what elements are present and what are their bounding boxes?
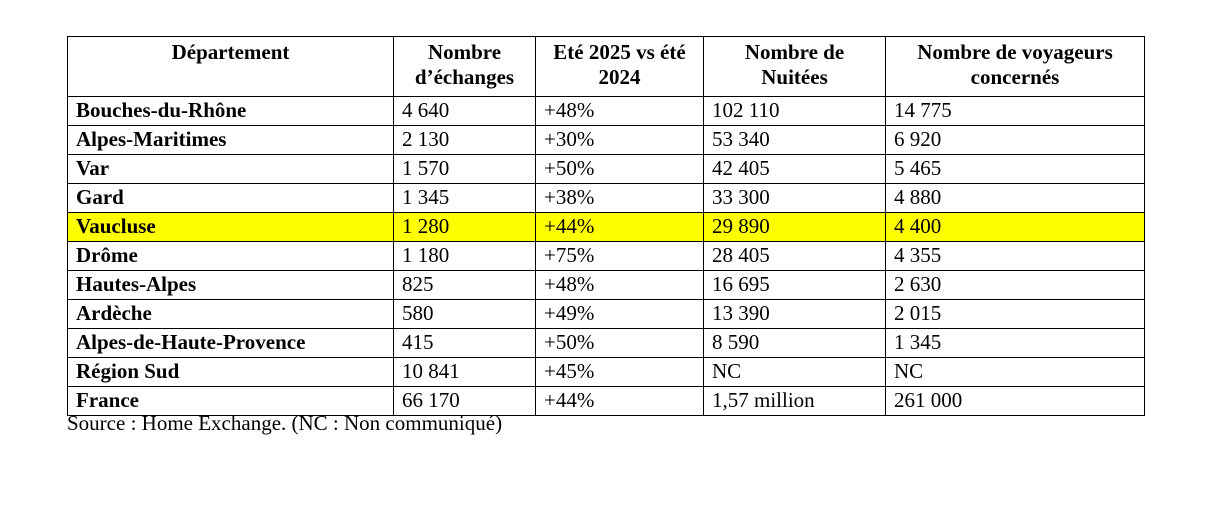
table-header-row	[68, 37, 1145, 97]
cell-departement: Région Sud	[68, 358, 394, 387]
cell-evolution: +30%	[536, 126, 704, 155]
cell-voyageurs: NC	[886, 358, 1145, 387]
cell-echanges: 1 345	[394, 184, 536, 213]
cell-voyageurs: 1 345	[886, 329, 1145, 358]
cell-evolution: +48%	[536, 271, 704, 300]
cell-departement: Alpes-de-Haute-Provence	[68, 329, 394, 358]
cell-departement: Bouches-du-Rhône	[68, 97, 394, 126]
cell-echanges: 825	[394, 271, 536, 300]
cell-departement: Hautes-Alpes	[68, 271, 394, 300]
cell-nuitees: 53 340	[704, 126, 886, 155]
cell-nuitees: 29 890	[704, 213, 886, 242]
table-row	[68, 155, 1145, 184]
cell-evolution: +48%	[536, 97, 704, 126]
cell-voyageurs: 14 775	[886, 97, 1145, 126]
cell-echanges: 1 570	[394, 155, 536, 184]
cell-voyageurs: 4 400	[886, 213, 1145, 242]
cell-echanges: 1 280	[394, 213, 536, 242]
header-voyageurs: Nombre de voyageurs concernés	[886, 37, 1145, 97]
table-body	[68, 97, 1145, 416]
cell-nuitees: 33 300	[704, 184, 886, 213]
cell-evolution: +50%	[536, 155, 704, 184]
source-note: Source : Home Exchange. (NC : Non communiqué)	[67, 411, 503, 435]
cell-nuitees: 102 110	[704, 97, 886, 126]
cell-voyageurs: 261 000	[886, 387, 1145, 416]
home-exchange-table	[67, 36, 1145, 416]
cell-voyageurs: 6 920	[886, 126, 1145, 155]
cell-departement: Drôme	[68, 242, 394, 271]
header-nuitees: Nombre de Nuitées	[704, 37, 886, 97]
table-row	[68, 358, 1145, 387]
cell-echanges: 415	[394, 329, 536, 358]
cell-evolution: +44%	[536, 387, 704, 416]
cell-nuitees: NC	[704, 358, 886, 387]
cell-departement: Vaucluse	[68, 213, 394, 242]
table-row	[68, 184, 1145, 213]
cell-voyageurs: 4 880	[886, 184, 1145, 213]
cell-echanges: 66 170	[394, 387, 536, 416]
cell-voyageurs: 2 015	[886, 300, 1145, 329]
cell-evolution: +45%	[536, 358, 704, 387]
cell-evolution: +49%	[536, 300, 704, 329]
cell-nuitees: 16 695	[704, 271, 886, 300]
cell-evolution: +44%	[536, 213, 704, 242]
header-departement: Département	[68, 37, 394, 97]
table-row	[68, 300, 1145, 329]
table-row	[68, 271, 1145, 300]
header-nombre-echanges: Nombre d’échanges	[394, 37, 536, 97]
cell-departement: Ardèche	[68, 300, 394, 329]
table-row	[68, 126, 1145, 155]
cell-nuitees: 13 390	[704, 300, 886, 329]
cell-nuitees: 28 405	[704, 242, 886, 271]
cell-nuitees: 42 405	[704, 155, 886, 184]
cell-echanges: 2 130	[394, 126, 536, 155]
table-row	[68, 242, 1145, 271]
cell-departement: France	[68, 387, 394, 416]
table-row-highlighted	[68, 213, 1145, 242]
cell-nuitees: 1,57 million	[704, 387, 886, 416]
cell-echanges: 10 841	[394, 358, 536, 387]
header-evolution: Eté 2025 vs été 2024	[536, 37, 704, 97]
cell-voyageurs: 5 465	[886, 155, 1145, 184]
cell-evolution: +75%	[536, 242, 704, 271]
cell-voyageurs: 4 355	[886, 242, 1145, 271]
cell-echanges: 580	[394, 300, 536, 329]
cell-evolution: +50%	[536, 329, 704, 358]
cell-departement: Var	[68, 155, 394, 184]
cell-echanges: 4 640	[394, 97, 536, 126]
cell-echanges: 1 180	[394, 242, 536, 271]
cell-departement: Gard	[68, 184, 394, 213]
cell-departement: Alpes-Maritimes	[68, 126, 394, 155]
table-row	[68, 97, 1145, 126]
cell-evolution: +38%	[536, 184, 704, 213]
cell-nuitees: 8 590	[704, 329, 886, 358]
cell-voyageurs: 2 630	[886, 271, 1145, 300]
table-row	[68, 329, 1145, 358]
